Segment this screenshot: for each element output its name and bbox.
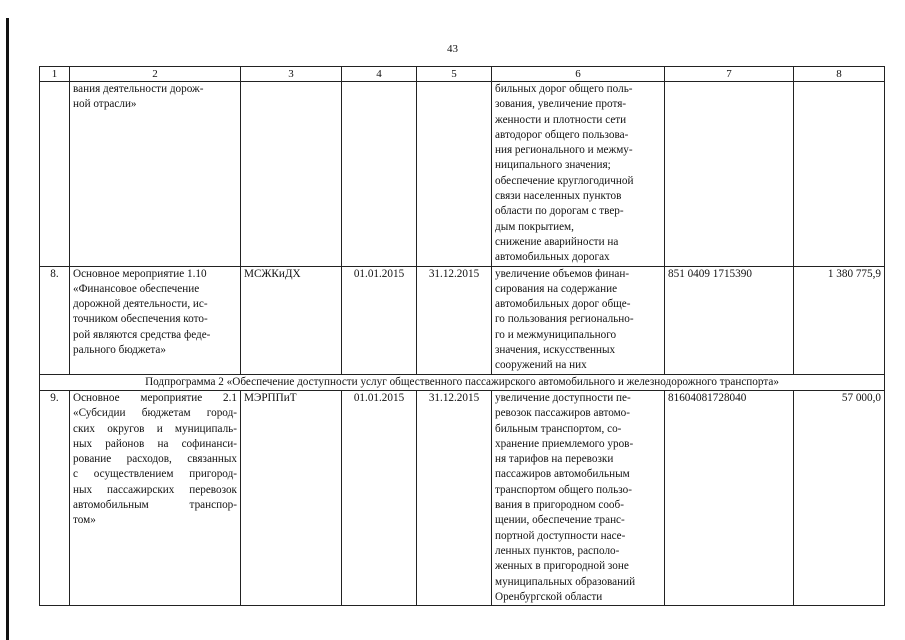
table-row [40, 266, 885, 374]
text-line: дорожной деятельности, ис- [73, 298, 208, 311]
row-number [40, 82, 70, 267]
text-line: вания деятельности дорож- [73, 83, 204, 95]
executor-cell: МСЖКиДХ [241, 266, 342, 374]
header-cell: 4 [342, 67, 417, 82]
result-cell [492, 82, 665, 267]
header-cell: 1 [40, 67, 70, 82]
header-cell: 6 [492, 67, 665, 82]
text-line: бильным транспортом, со- [495, 422, 622, 435]
row-number: 9. [40, 390, 70, 605]
table-row [40, 82, 885, 267]
end-date-cell [417, 82, 492, 267]
text-line: увеличение объемов финан- [495, 267, 630, 280]
budget-code-cell: 851 0409 1715390 [665, 266, 794, 374]
text-line: ных районов на софинанси- [73, 437, 237, 450]
page-number: 43 [447, 43, 458, 55]
text-line: автодорог общего пользова- [495, 128, 629, 141]
text-line: ня тарифов на перевозки [495, 453, 614, 466]
amount-cell: 57 000,0 [794, 390, 885, 605]
text-line: снижение аварийности на [495, 235, 619, 248]
text-line: пассажиров автомобильным [495, 468, 630, 481]
text-line: ленных пунктов, располо- [495, 544, 620, 557]
text-line: рование расходов, связанных [73, 453, 237, 466]
text-line: ния регионального и межму- [495, 144, 633, 157]
text-line: ских округов и муниципаль- [73, 422, 237, 435]
header-cell: 7 [665, 67, 794, 82]
text-line: связи населенных пунктов [495, 190, 622, 203]
text-line: Основное мероприятие 2.1 [73, 391, 237, 404]
text-line: го пользования регионально- [495, 313, 634, 326]
start-date-cell: 01.01.2015 [342, 390, 417, 605]
subprogram-row [40, 374, 885, 390]
text-line: ных пассажирских перевозок [73, 483, 237, 496]
text-line: муниципальных образований [495, 575, 636, 588]
row-number: 8. [40, 266, 70, 374]
text-line: женности и плотности сети [495, 113, 627, 126]
result-cell [492, 390, 665, 605]
text-line: ниципального значения; [495, 159, 611, 172]
start-date-cell [342, 82, 417, 267]
measure-name-cell [70, 82, 241, 267]
text-line: ной отрасли» [73, 98, 137, 111]
text-line: дым покрытием, [495, 220, 574, 233]
text-line: автомобильных дорог обще- [495, 298, 631, 311]
text-line: вания в пригородном сооб- [495, 499, 624, 512]
text-line: хранение приемлемого уров- [495, 437, 634, 450]
measure-name-cell [70, 266, 241, 374]
text-line: ревозок пассажиров автомо- [495, 407, 630, 420]
result-cell [492, 266, 665, 374]
text-line: области по дорогам с твер- [495, 205, 624, 218]
text-line: щении, обеспечение транс- [495, 514, 625, 527]
header-cell: 5 [417, 67, 492, 82]
budget-code-cell: 81604081728040 [665, 390, 794, 605]
end-date-cell: 31.12.2015 [417, 266, 492, 374]
left-margin-bar [6, 18, 9, 640]
budget-code-cell [665, 82, 794, 267]
text-line: Оренбургской области [495, 590, 603, 603]
text-line: автомобильных дорогах [495, 251, 610, 264]
text-line: портной доступности насе- [495, 529, 626, 542]
text-line: значения, искусственных [495, 344, 616, 357]
text-line: сирования на содержание [495, 282, 618, 295]
text-line: женных в пригородной зоне [495, 560, 629, 573]
executor-cell [241, 82, 342, 267]
measure-name-cell [70, 390, 241, 605]
program-table [39, 66, 885, 606]
amount-cell: 1 380 775,9 [794, 266, 885, 374]
text-line: рой являются средства феде- [73, 328, 211, 341]
text-line: обеспечение круглогодичной [495, 174, 634, 187]
header-row [40, 67, 885, 82]
text-line: с осуществлением пригород- [73, 468, 237, 481]
text-line: увеличение доступности пе- [495, 391, 631, 404]
text-line: бильных дорог общего поль- [495, 83, 633, 95]
text-line: «Субсидии бюджетам город- [73, 407, 237, 420]
text-line: «Финансовое обеспечение [73, 282, 200, 295]
amount-cell [794, 82, 885, 267]
header-cell: 8 [794, 67, 885, 82]
text-line: точником обеспечения кото- [73, 313, 208, 326]
header-cell: 2 [70, 67, 241, 82]
text-line: автомобильным транспор- [73, 499, 237, 512]
table-row [40, 390, 885, 605]
subprogram-title: Подпрограмма 2 «Обеспечение доступности услуг общественного пассажирского автомобильного и железнодорожного транспорта» [40, 374, 885, 390]
executor-cell: МЭРППиТ [241, 390, 342, 605]
text-line: го и межмуниципального [495, 328, 617, 341]
end-date-cell: 31.12.2015 [417, 390, 492, 605]
text-line: зования, увеличение протя- [495, 98, 627, 111]
text-line: транспортом общего пользо- [495, 483, 632, 496]
text-line: Основное мероприятие 1.10 [73, 267, 207, 280]
header-cell: 3 [241, 67, 342, 82]
start-date-cell: 01.01.2015 [342, 266, 417, 374]
text-line: сооружений на них [495, 359, 587, 372]
text-line: том» [73, 514, 96, 527]
text-line: рального бюджета» [73, 344, 166, 357]
